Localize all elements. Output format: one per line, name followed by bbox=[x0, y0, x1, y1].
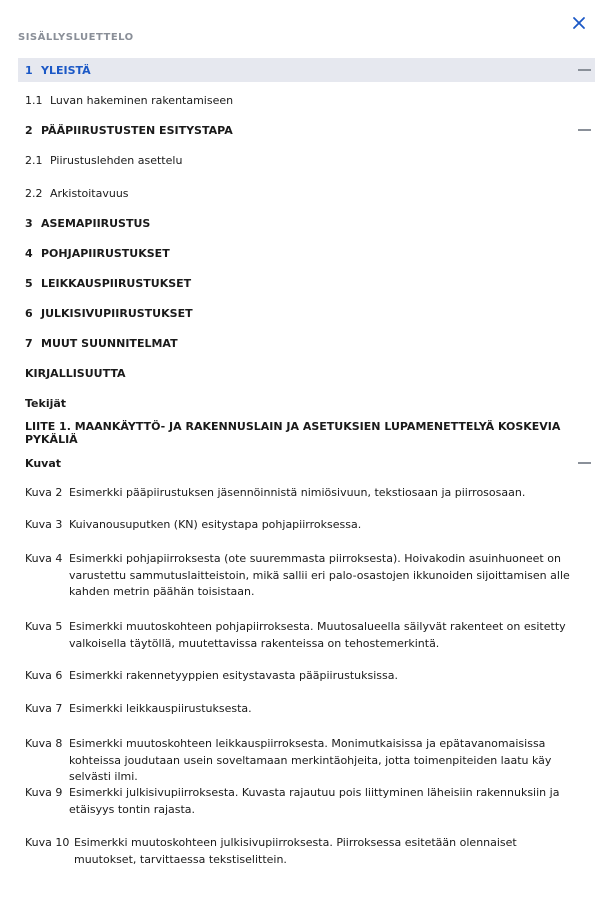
toc-item-5[interactable] bbox=[18, 273, 595, 293]
figure-caption: Esimerkki muutoskohteen leikkauspiirroksesta. Monimutkaisissa ja epätavanomaisissa kohteissa joudutaan usein soveltamaan merkintäohjeita, jotta toimenpiteiden laatu käy selvästi ilmi. bbox=[69, 737, 552, 783]
toc-number: 7 bbox=[25, 336, 33, 350]
toc-label: YLEISTÄ bbox=[41, 63, 91, 77]
toc-item-1[interactable] bbox=[18, 58, 595, 82]
toc-item-1-1[interactable] bbox=[18, 90, 595, 110]
figure-item[interactable] bbox=[25, 551, 580, 601]
toc-label: LEIKKAUSPIIRUSTUKSET bbox=[41, 276, 192, 290]
toc-label: LIITE 1. MAANKÄYTTÖ- JA RAKENNUSLAIN JA ASETUKSIEN LUPAMENETTELYÄ KOSKEVIA PYKÄLIÄ bbox=[25, 420, 561, 446]
figure-caption: Kuivanousuputken (KN) esitystapa pohjapiirroksessa. bbox=[69, 518, 362, 531]
toc-label: KIRJALLISUUTTA bbox=[25, 366, 126, 380]
toc-number: 1.1 bbox=[25, 93, 43, 107]
toc-label: Kuvat bbox=[25, 456, 62, 470]
toc-item-2[interactable] bbox=[18, 120, 595, 140]
figure-number: Kuva 9 bbox=[25, 786, 63, 799]
figure-item[interactable] bbox=[25, 485, 580, 502]
toc-item-2-2[interactable] bbox=[18, 183, 595, 203]
figure-number: Kuva 7 bbox=[25, 702, 63, 715]
collapse-icon[interactable] bbox=[578, 462, 591, 464]
toc-label: Arkistoitavuus bbox=[50, 186, 129, 200]
toc-number: 4 bbox=[25, 246, 33, 260]
figure-number: Kuva 4 bbox=[25, 552, 63, 565]
toc-item-7[interactable] bbox=[18, 333, 595, 353]
figure-number: Kuva 6 bbox=[25, 669, 63, 682]
toc-item-4[interactable] bbox=[18, 243, 595, 263]
toc-item-liite-1[interactable] bbox=[18, 420, 595, 446]
toc-number: 2.2 bbox=[25, 186, 43, 200]
toc-number: 2.1 bbox=[25, 153, 43, 167]
panel-title: SISÄLLYSLUETTELO bbox=[18, 32, 134, 43]
figure-item[interactable] bbox=[25, 736, 580, 786]
close-icon[interactable] bbox=[570, 14, 588, 32]
figure-item[interactable] bbox=[25, 785, 580, 818]
toc-number: 3 bbox=[25, 216, 33, 230]
toc-item-2-1[interactable] bbox=[18, 150, 595, 170]
toc-label: MUUT SUUNNITELMAT bbox=[41, 336, 178, 350]
figure-item[interactable] bbox=[25, 517, 580, 534]
figure-caption: Esimerkki pohjapiirroksesta (ote suuremmasta piirroksesta). Hoivakodin asuinhuoneet on varustettu sammutuslaitteistoin, mikä sallii eri palo-osastojen ikkunoiden sijoittamisen alle kahden metrin päähän toisistaan. bbox=[69, 552, 570, 598]
collapse-icon[interactable] bbox=[578, 69, 591, 71]
toc-number: 6 bbox=[25, 306, 33, 320]
toc-label: Piirustuslehden asettelu bbox=[50, 153, 183, 167]
collapse-icon[interactable] bbox=[578, 129, 591, 131]
figure-caption: Esimerkki rakennetyyppien esitystavasta pääpiirustuksissa. bbox=[69, 669, 398, 682]
toc-number: 2 bbox=[25, 123, 33, 137]
figure-number: Kuva 10 bbox=[25, 836, 70, 849]
figure-caption: Esimerkki leikkauspiirustuksesta. bbox=[69, 702, 252, 715]
toc-item-kuvat[interactable] bbox=[18, 453, 595, 473]
figure-number: Kuva 8 bbox=[25, 737, 63, 750]
toc-label: JULKISIVUPIIRUSTUKSET bbox=[41, 306, 193, 320]
figure-item[interactable] bbox=[25, 835, 580, 868]
toc-item-kirjallisuutta[interactable] bbox=[18, 363, 595, 383]
figure-number: Kuva 5 bbox=[25, 620, 63, 633]
figure-item[interactable] bbox=[25, 668, 580, 685]
figure-item[interactable] bbox=[25, 619, 580, 652]
toc-number: 5 bbox=[25, 276, 33, 290]
figure-item[interactable] bbox=[25, 701, 580, 718]
toc-label: ASEMAPIIRUSTUS bbox=[41, 216, 151, 230]
figure-number: Kuva 3 bbox=[25, 518, 63, 531]
toc-item-tekijat[interactable] bbox=[18, 393, 595, 413]
toc-label: Tekijät bbox=[25, 396, 67, 410]
figure-caption: Esimerkki muutoskohteen pohjapiirroksesta. Muutosalueella säilyvät rakenteet on esitetty valkoisella täytöllä, muutettavissa rakenteissa on tehostemerkintä. bbox=[69, 620, 566, 650]
figure-caption: Esimerkki pääpiirustuksen jäsennöinnistä nimiösivuun, tekstiosaan ja piirrososaan. bbox=[69, 486, 526, 499]
figure-number: Kuva 2 bbox=[25, 486, 63, 499]
toc-label: POHJAPIIRUSTUKSET bbox=[41, 246, 170, 260]
figure-caption: Esimerkki julkisivupiirroksesta. Kuvasta rajautuu pois liittyminen läheisiin rakennuksiin ja etäisyys tontin rajasta. bbox=[69, 786, 560, 816]
toc-number: 1 bbox=[25, 63, 33, 77]
toc-label: PÄÄPIIRUSTUSTEN ESITYSTAPA bbox=[41, 123, 233, 137]
toc-label: Luvan hakeminen rakentamiseen bbox=[50, 93, 234, 107]
toc-item-3[interactable] bbox=[18, 213, 595, 233]
figure-caption: Esimerkki muutoskohteen julkisivupiirroksesta. Piirroksessa esitetään olennaiset muutokset, tarvittaessa tekstiselittein. bbox=[74, 836, 517, 866]
toc-item-6[interactable] bbox=[18, 303, 595, 323]
